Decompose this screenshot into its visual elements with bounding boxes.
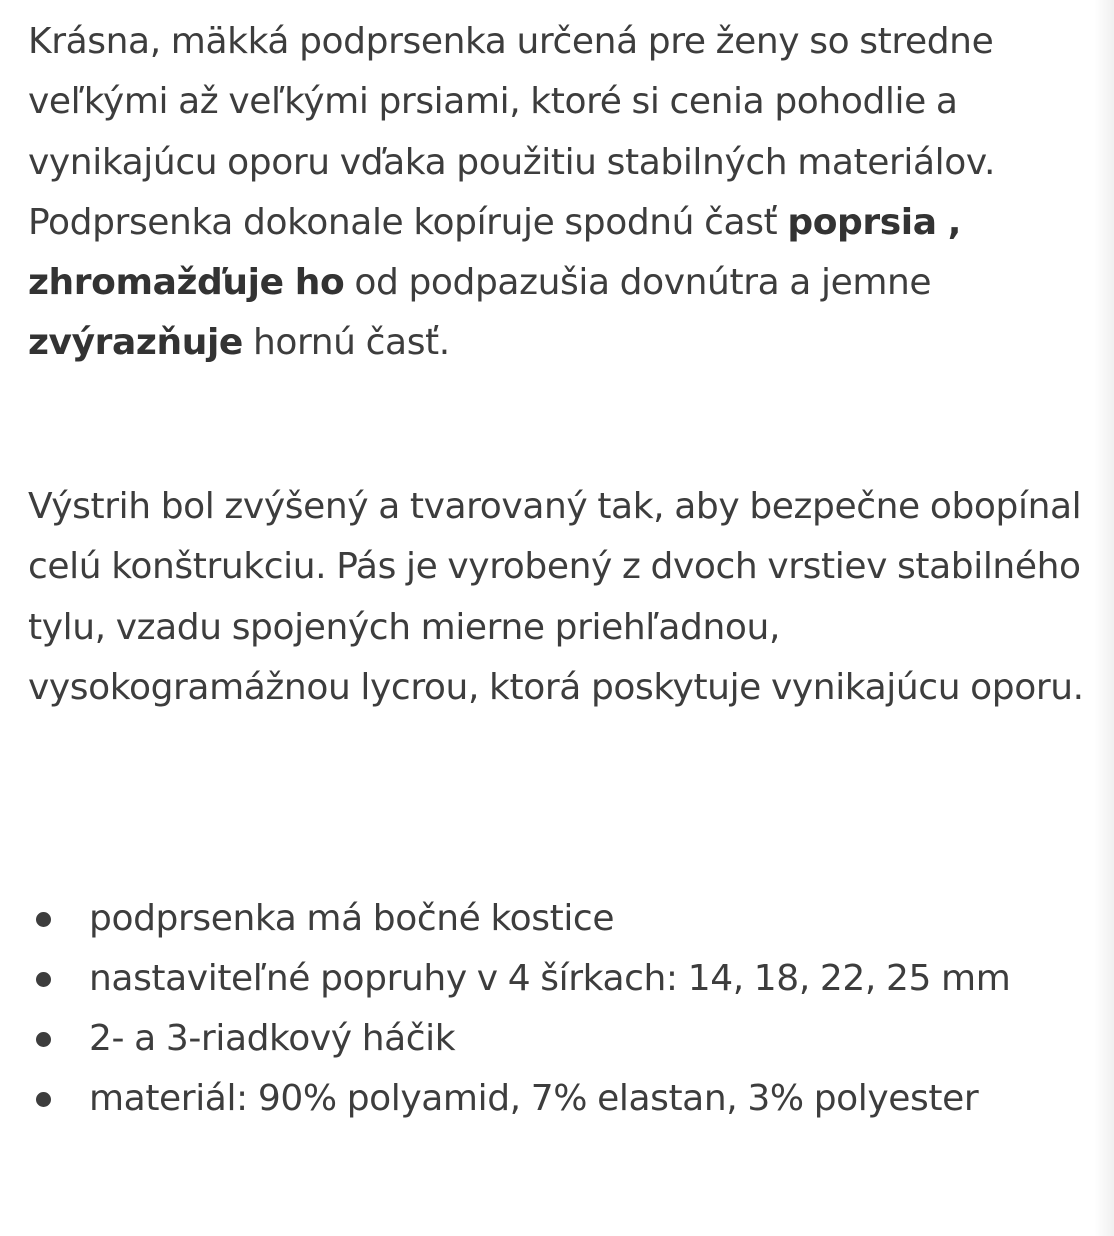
feature-text: materiál: 90% polyamid, 7% elastan, 3% polyester (89, 1078, 979, 1119)
feature-text: nastaviteľné popruhy v 4 šírkach: 14, 18, 22, 25 mm (89, 958, 1011, 999)
feature-item (28, 1069, 1098, 1129)
paragraph-1-bold-b: zvýrazňuje (28, 322, 243, 364)
paragraph-1-text-a: Krásna, mäkká podprsenka určená pre ženy so stredne veľkými až veľkými prsiami, ktoré si cenia pohodlie a vynikajúcu oporu vďaka použitiu stabilných materiálov. Podprsenka dokonale kopíruje spodnú časť (28, 21, 996, 243)
feature-text: podprsenka má bočné kostice (89, 898, 615, 939)
paragraph-1-bold-a: poprsia , zhromažďuje ho (28, 201, 962, 304)
bullet-icon (36, 1092, 51, 1107)
description-paragraph-2: Výstrih bol zvýšený a tvarovaný tak, aby bezpečne obopínal celú konštrukciu. Pás je vyrobený z dvoch vrstiev stabilného tylu, vzadu spojených mierne priehľadnou, vysokogramážnou lycrou, ktorá poskytuje vynikajúcu oporu. (28, 486, 1084, 708)
feature-item (28, 889, 1098, 949)
description-paragraph-1 (28, 12, 1098, 374)
product-description (28, 12, 1098, 1119)
paragraph-1-text-c: hornú časť. (242, 322, 450, 364)
bullet-icon (36, 972, 51, 987)
feature-item (28, 1009, 1098, 1069)
paragraph-1-text-b: od podpazušia dovnútra a jemne (344, 262, 932, 304)
bullet-icon (36, 912, 51, 927)
feature-text: 2- a 3-riadkový háčik (89, 1018, 456, 1059)
features-list (28, 889, 1098, 1129)
bullet-icon (36, 1032, 51, 1047)
feature-item (28, 949, 1098, 1009)
